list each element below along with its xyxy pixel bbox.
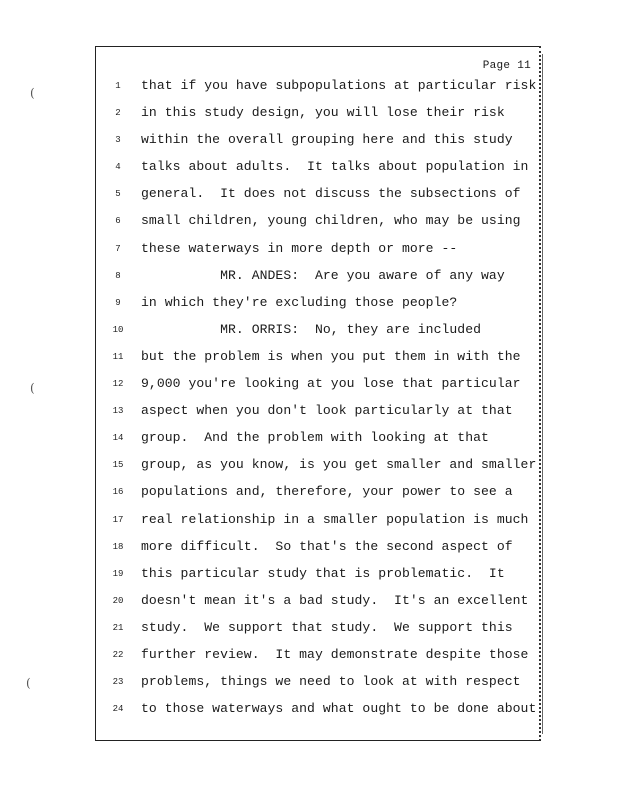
transcript-lines <box>95 78 535 728</box>
line-number: 11 <box>112 351 124 362</box>
line-text: in this study design, you will lose their risk <box>141 105 505 121</box>
transcript-line <box>95 484 535 511</box>
line-text: real relationship in a smaller population is much <box>141 511 529 527</box>
line-number: 12 <box>112 379 124 390</box>
transcript-line <box>95 105 535 132</box>
line-number: 24 <box>112 704 124 715</box>
transcript-line <box>95 566 535 593</box>
transcript-line <box>95 430 535 457</box>
line-text: group. And the problem with looking at that <box>141 430 489 446</box>
line-text: within the overall grouping here and this study <box>141 132 513 148</box>
line-text: small children, young children, who may be using <box>141 213 521 229</box>
line-number: 19 <box>112 568 124 579</box>
line-number: 20 <box>112 595 124 606</box>
frame-right-rule-inner <box>542 54 543 734</box>
line-text: MR. ORRIS: No, they are included <box>141 321 482 337</box>
transcript-line <box>95 78 535 105</box>
transcript-line <box>95 403 535 430</box>
transcript-line <box>95 674 535 701</box>
transcript-line <box>95 701 535 728</box>
margin-mark: ( <box>26 676 31 690</box>
line-number: 13 <box>112 406 124 417</box>
line-number: 1 <box>115 81 121 91</box>
line-text: to those waterways and what ought to be done about <box>141 701 537 717</box>
transcript-line <box>95 132 535 159</box>
transcript-line <box>95 241 535 268</box>
transcript-line <box>95 268 535 295</box>
line-number: 18 <box>112 541 124 552</box>
line-number: 6 <box>115 216 121 227</box>
line-text: problems, things we need to look at with respect <box>141 674 521 690</box>
line-number: 5 <box>115 189 121 200</box>
margin-mark: ( <box>30 86 35 100</box>
line-number: 9 <box>115 297 121 308</box>
line-number: 22 <box>112 649 124 660</box>
line-text: MR. ANDES: Are you aware of any way <box>141 267 505 283</box>
transcript-line <box>95 457 535 484</box>
transcript-line <box>95 620 535 647</box>
transcript-line <box>95 159 535 186</box>
transcript-line <box>95 322 535 349</box>
line-text: but the problem is when you put them in with the <box>141 348 521 364</box>
line-number: 15 <box>112 460 124 471</box>
line-text: aspect when you don't look particularly at that <box>141 403 513 419</box>
line-number: 21 <box>112 622 124 633</box>
line-number: 8 <box>115 270 121 281</box>
line-text: populations and, therefore, your power to see a <box>141 484 513 500</box>
line-text: 9,000 you're looking at you lose that particular <box>141 376 521 392</box>
line-text: doesn't mean it's a bad study. It's an excellent <box>141 592 529 608</box>
frame-right-rule <box>539 46 541 741</box>
line-number: 16 <box>112 487 124 498</box>
line-text: general. It does not discuss the subsections of <box>141 186 521 202</box>
line-number: 23 <box>112 677 124 688</box>
transcript-line <box>95 186 535 213</box>
line-number: 17 <box>112 514 124 525</box>
line-text: study. We support that study. We support this <box>141 619 513 635</box>
line-text: these waterways in more depth or more -- <box>141 240 458 256</box>
transcript-line <box>95 647 535 674</box>
line-number: 7 <box>115 243 121 254</box>
line-number: 10 <box>112 324 124 335</box>
line-number: 14 <box>112 433 124 444</box>
margin-mark: ( <box>30 381 35 395</box>
line-text: that if you have subpopulations at particular risk <box>141 78 537 93</box>
line-number: 4 <box>115 162 121 173</box>
line-number: 3 <box>115 135 121 146</box>
transcript-line <box>95 349 535 376</box>
line-text: further review. It may demonstrate despite those <box>141 646 529 662</box>
line-text: in which they're excluding those people? <box>141 294 458 310</box>
transcript-line <box>95 213 535 240</box>
transcript-line <box>95 539 535 566</box>
line-number: 2 <box>115 108 121 119</box>
frame-top-rule <box>95 46 541 47</box>
line-text: more difficult. So that's the second aspect of <box>141 538 513 554</box>
line-text: this particular study that is problematic. It <box>141 565 505 581</box>
line-text: talks about adults. It talks about population in <box>141 159 529 175</box>
transcript-line <box>95 295 535 322</box>
transcript-line <box>95 512 535 539</box>
frame-bottom-rule <box>95 740 541 741</box>
line-text: group, as you know, is you get smaller and smaller <box>141 457 537 473</box>
page-number: Page 11 <box>482 60 531 72</box>
transcript-line <box>95 593 535 620</box>
page-frame <box>95 46 543 741</box>
transcript-line <box>95 376 535 403</box>
